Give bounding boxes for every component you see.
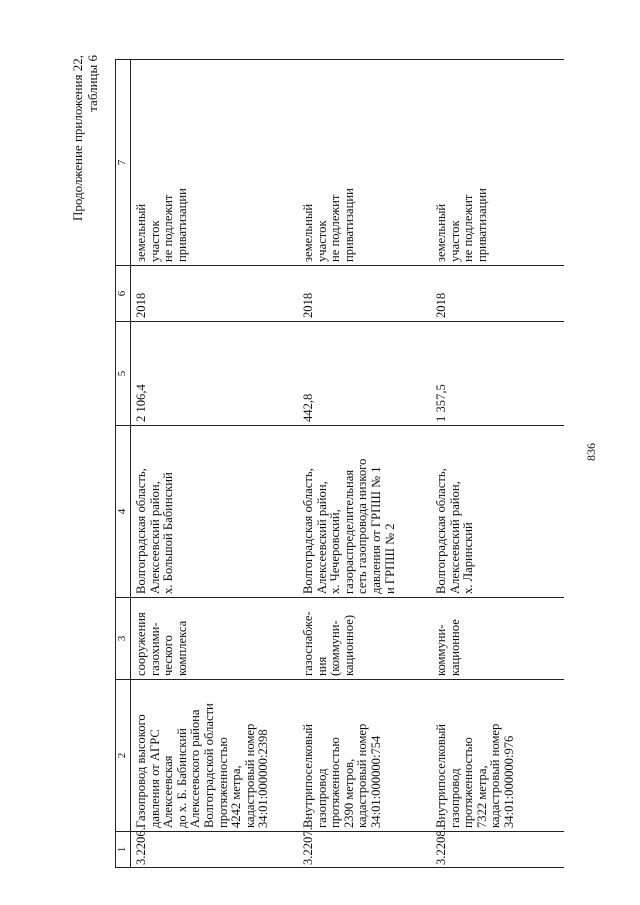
object-name: Внутрипоселковый газопровод протяженностью 2390 метров, кадастровый номер 34:01:000000:754 — [298, 680, 431, 832]
column-header: 2 — [116, 680, 131, 832]
object-value: 2 106,4 — [131, 322, 299, 426]
object-address: Волгоградская область, Алексеевский район, х. Ларинский — [431, 426, 564, 598]
object-year: 2018 — [298, 266, 431, 322]
property-table — [115, 59, 564, 868]
column-header: 3 — [116, 598, 131, 680]
continuation-heading — [70, 55, 100, 355]
column-number-row — [116, 60, 131, 868]
table-row — [131, 60, 299, 868]
object-name: Внутрипоселковый газопровод протяженностью 7322 метра, кадастровый номер 34:01:000000:976 — [431, 680, 564, 832]
object-value: 1 357,5 — [431, 322, 564, 426]
table-row — [431, 60, 564, 868]
object-note: земельный участок не подлежит приватизации — [431, 60, 564, 266]
object-address: Волгоградская область, Алексеевский район, х. Чечеровский, газораспределительная сеть газопровода низкого давления от ГРПШ № 1 и ГРПШ № 2 — [298, 426, 431, 598]
page-number: 836 — [584, 443, 598, 461]
table-row — [298, 60, 431, 868]
object-purpose: коммуни- кационное — [431, 598, 564, 680]
continuation-line-2: таблицы 6 — [85, 55, 100, 112]
column-header: 7 — [116, 60, 131, 266]
object-name: Газопровод высокого давления от АГРС Алексеевская до х. Б. Бабинский Алексеевского района Волгоградской области протяженностью 4242 метра, кадастровый номер 34:01:000000:2398 — [131, 680, 299, 832]
object-purpose: сооружения газохими- ческого комплекса — [131, 598, 299, 680]
column-header: 1 — [116, 832, 131, 868]
object-purpose: газоснабже- ния (коммуни- кационное) — [298, 598, 431, 680]
column-header: 5 — [116, 322, 131, 426]
row-number: 3.2208. — [431, 832, 564, 868]
row-number: 3.2207. — [298, 832, 431, 868]
continuation-line-1: Продолжение приложения 22, — [70, 55, 85, 222]
object-note: земельный участок не подлежит приватизации — [298, 60, 431, 266]
object-value: 442,8 — [298, 322, 431, 426]
object-year: 2018 — [431, 266, 564, 322]
row-number: 3.2206. — [131, 832, 299, 868]
object-note: земельный участок не подлежит приватизации — [131, 60, 299, 266]
object-address: Волгоградская область, Алексеевский район, х. Большой Бабинский — [131, 426, 299, 598]
column-header: 6 — [116, 266, 131, 322]
object-year: 2018 — [131, 266, 299, 322]
column-header: 4 — [116, 426, 131, 598]
